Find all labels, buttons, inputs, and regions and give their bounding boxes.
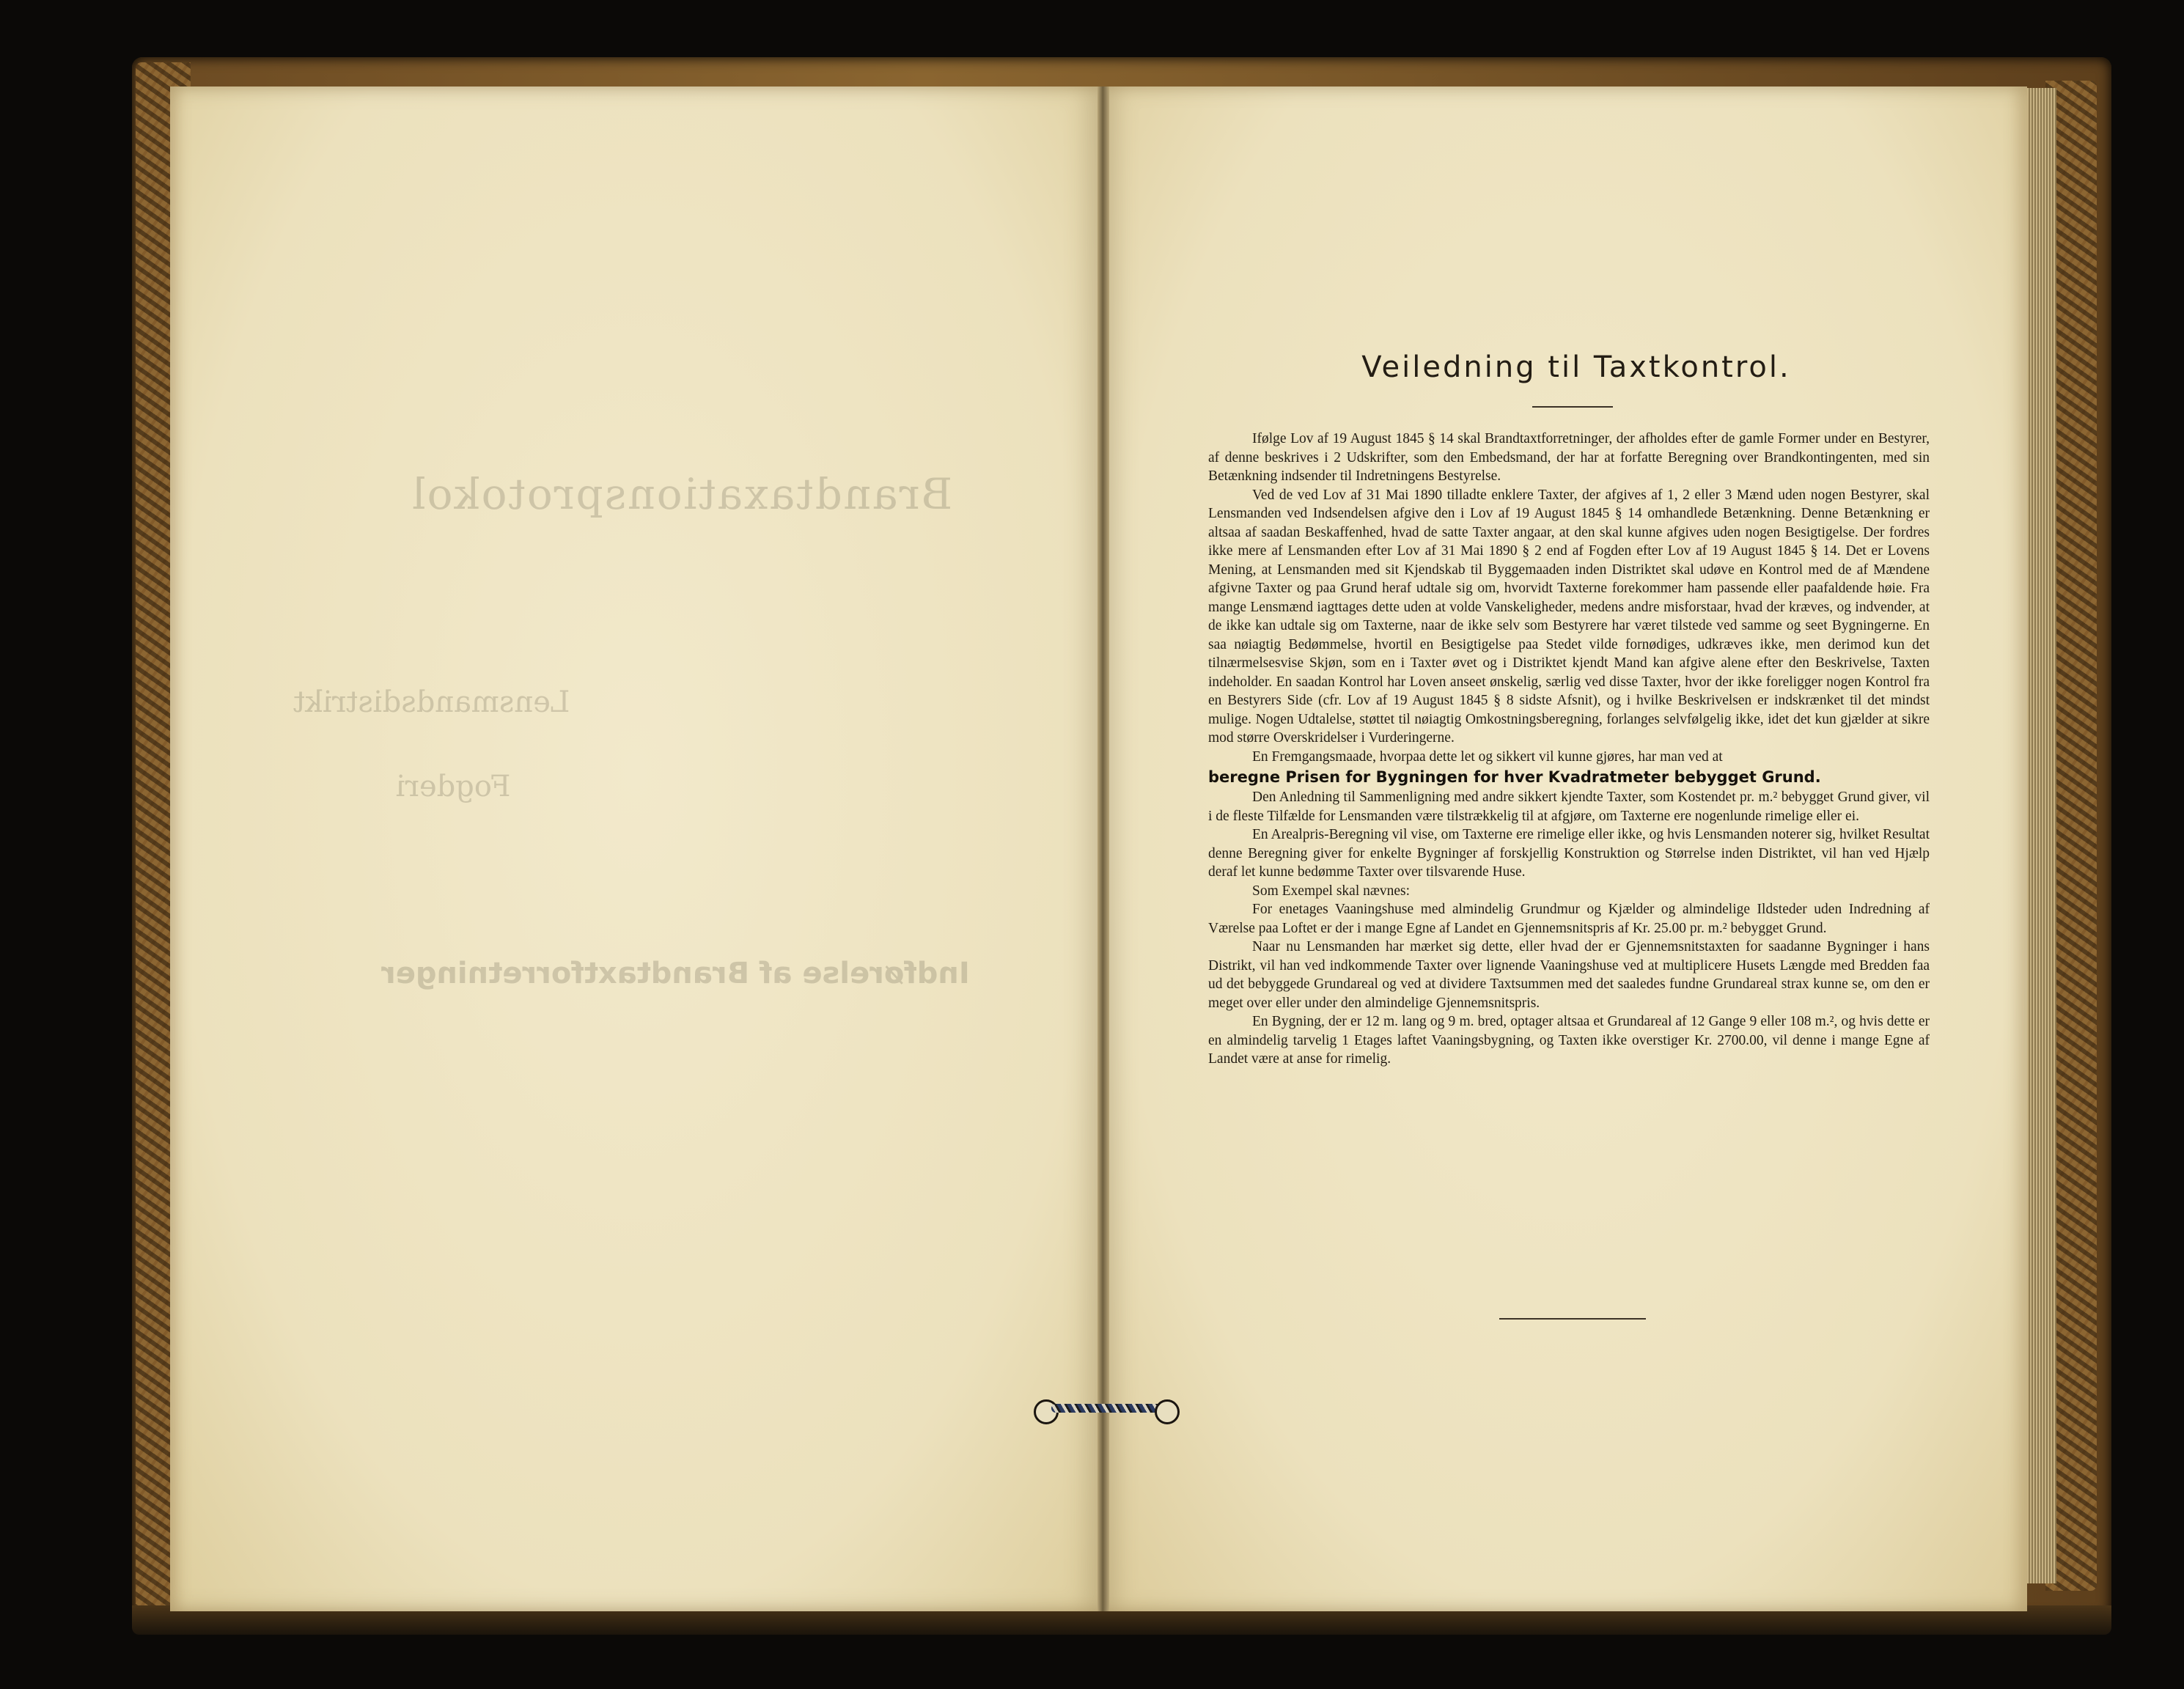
- heading-rule: [1532, 406, 1613, 408]
- instructions-body: [1208, 430, 1930, 1069]
- left-page: [170, 87, 1101, 1611]
- bleed-through-title: Brandtaxationsprotokol: [411, 469, 953, 519]
- bleed-through-district: Lensmandsdistrikt: [293, 685, 570, 719]
- paragraph-4: Den Anledning til Sammenligning med andre sikkert kjendte Taxter, som Kostendet pr. m.² bebygget Grund giver, vil i de fleste Tilfælde for Lensmanden være tilstrækkelig til at afgjøre, om Taxterne ere nogenlunde rimelige eller ei.: [1208, 790, 1930, 824]
- stitch-thread: [1051, 1404, 1161, 1413]
- paragraph-9: En Bygning, der er 12 m. lang og 9 m. bred, optager altsaa et Grundareal af 12 Gange 9 eller 108 m.², og hvis dette er en almindelig tarvelig 1 Etages laftet Vaaningsbygning, og Taxten ikke overstiger Kr. 2700.00, vil denne i mange Egne af Landet være at anse for rimelig.: [1208, 1014, 1930, 1067]
- paragraph-7: For enetages Vaaningshuse med almindelig Grundmur og Kjælder og almindelige Ildsteder uden Indredning af Værelse paa Loftet er der i mange Egne af Landet en Gjennemsnitspris af Kr. 25.00 pr. m.² bebygget Grund.: [1208, 902, 1930, 936]
- page-heading: Veiledning til Taxtkontrol.: [1361, 350, 1791, 384]
- book-gutter: [1097, 87, 1109, 1611]
- paragraph-5: En Arealpris-Beregning vil vise, om Taxterne ere rimelige eller ikke, og hvis Lensmanden noterer sig, hvilket Resultat denne Beregning giver for enkelte Bygninger af forskjellig Konstruktion og Størrelse inden Distriktet, vil han ved Hjælp deraf let kunne bedømme Taxter over tilsvarende Huse.: [1208, 827, 1930, 880]
- bleed-through-subtitle: Indførelse af Brandtaxtforretninger: [381, 957, 970, 990]
- closing-rule: [1499, 1318, 1646, 1320]
- paragraph-6: Som Exempel skal nævnes:: [1252, 883, 1411, 899]
- paragraph-3: En Fremgangsmaade, hvorpaa dette let og sikkert vil kunne gjøres, har man ved at: [1252, 748, 1723, 765]
- emphasized-rule: beregne Prisen for Bygningen for hver Kvadratmeter bebygget Grund.: [1208, 768, 1821, 786]
- binding-stitch: [1034, 1395, 1180, 1421]
- bleed-through-fogderi: Fogderi: [396, 770, 511, 803]
- paragraph-8: Naar nu Lensmanden har mærket sig dette, eller hvad der er Gjennemsnitstaxten for saadanne Bygninger i hans Distrikt, vil han ved indkommende Taxter over lignende Vaaningshuse ved at multiplicere Husets Længde med Bredden faa ud det bebyggede Grundareal og ved at dividere Taxtsummen med det saaledes fundne Grundareal strax kunne se, om den er meget over eller under den almindelige Gjennemsnitspris.: [1208, 939, 1930, 1011]
- paragraph-2: Ved de ved Lov af 31 Mai 1890 tilladte enklere Taxter, der afgives af 1, 2 eller 3 Mænd uden nogen Bestyrer, skal Lensmanden ved Indsendelsen afgive den i Lov af 19 August 1845 § 14 omhandlede Betænkning. Denne Betænkning er altsaa af saadan Beskaffenhed, hvad de satte Taxter angaar, at den skal kunne afgives uden nogen Besigtigelse. Der fordres ikke mere af Lensmanden efter Lov af 31 Mai 1890 § 2 end af Fogden efter Lov af 19 August 1845 § 14. Det er Lovens Mening, at Lensmanden med sit Kjendskab til Byggemaaden inden Distriktet skal udøve en Kontrol med de af Mændene afgivne Taxter og paa Grund heraf udtale sig om, hvorvidt Taxterne forekommer ham passende eller paafaldende høie. Fra mange Lensmænd iagttages dette uden at volde Vanskeligheder, medens andre misforstaar, hvad der kræves, og indvender, at de ikke kan udtale sig om Taxterne, naar de ikke selv som Bestyrere har været tilstede ved samme og seet Bygningerne. En saa nøiagtig Bedømmelse, hvortil en Besigtigelse paa Stedet vilde fornødiges, udkræves ikke, men derimod kun det tilnærmelsesvise Skjøn, som en i Taxter øvet og i Distriktet kjendt Mand kan afgive alene efter den Beskrivelse, Taxten indeholder. En saadan Kontrol har Loven anseet ønskelig, særlig ved disse Taxter, hvor der ikke foreligger nogen Kontrol fra en Bestyrers Side (cfr. Lov af 19 August 1845 § 8 sidste Afsnit), og i hvilke Beskrivelsen er indskrænket til det mindst mulige. Nogen Udtalelse, støttet til nøiagtig Omkostningsberegning, forlanges selvfølgelig ikke, idet det kun gjælder at sikre mod større Overskridelser i Vurderingerne.: [1208, 487, 1930, 746]
- paragraph-1: Ifølge Lov af 19 August 1845 § 14 skal Brandtaxtforretninger, der afholdes efter de gamle Former under en Bestyrer, af denne beskrives i 2 Udskrifter, som den Embedsmand, der har at forfatte Beregning over Brandkontingenten, med sin Betænkning indsender til Indretningens Bestyrelse.: [1208, 431, 1930, 484]
- stitch-hole-right: [1155, 1399, 1180, 1424]
